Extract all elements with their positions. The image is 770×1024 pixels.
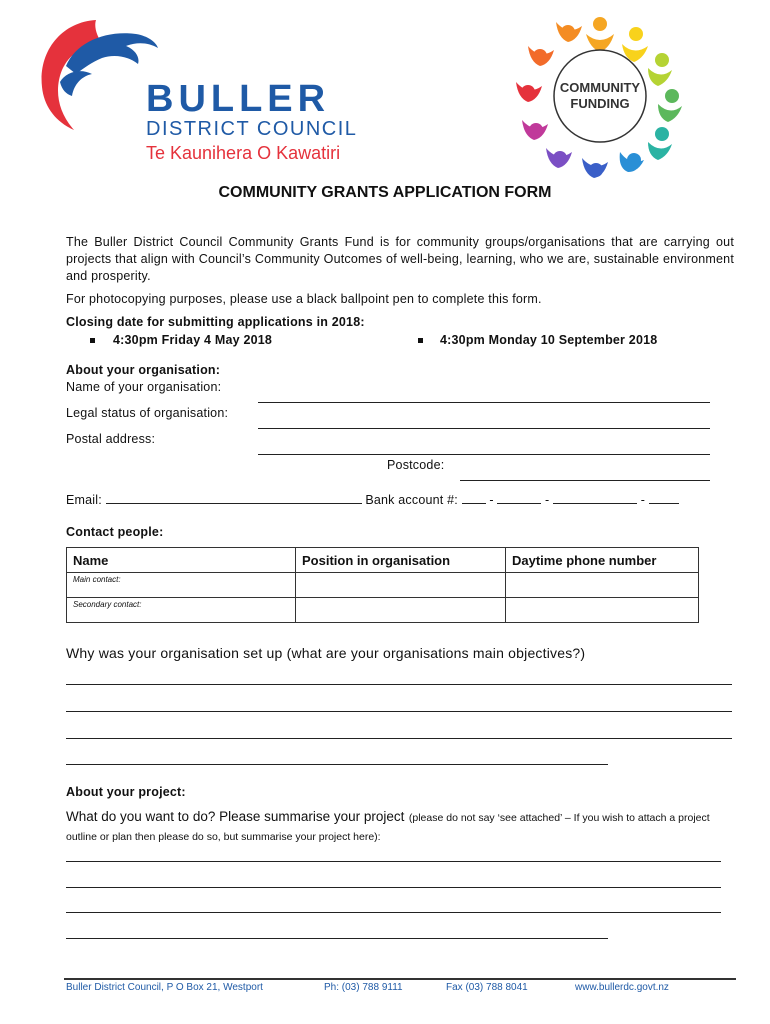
community-funding-logo xyxy=(515,8,685,178)
badge-line1: COMMUNITY xyxy=(559,80,641,95)
postcode-label: Postcode: xyxy=(387,458,445,472)
why-answer-line-4[interactable] xyxy=(66,764,608,765)
about-org-heading: About your organisation: xyxy=(66,363,221,377)
bullet-icon xyxy=(418,338,423,343)
org-subtitle: DISTRICT COUNCIL xyxy=(146,118,358,140)
project-question-main: What do you want to do? Please summarise your project xyxy=(66,809,405,824)
table-row xyxy=(67,573,699,598)
photocopy-note: For photocopying purposes, please use a black ballpoint pen to complete this form. xyxy=(66,292,542,306)
bullet-icon xyxy=(90,338,95,343)
closing-heading: Closing date for submitting applications in 2018: xyxy=(66,315,365,329)
col-name: Name xyxy=(67,548,296,573)
badge-line2: FUNDING xyxy=(570,96,630,111)
footer-website[interactable]: www.bullerdc.govt.nz xyxy=(575,982,669,993)
bank-field-4[interactable] xyxy=(649,491,679,504)
secondary-contact-phone-cell[interactable] xyxy=(506,598,699,623)
org-maori-name: Te Kaunihera O Kawatiri xyxy=(146,143,341,163)
table-row xyxy=(67,598,699,623)
form-title: COMMUNITY GRANTS APPLICATION FORM xyxy=(218,184,552,201)
bank-account-label: Bank account #: xyxy=(365,493,458,507)
email-label: Email: xyxy=(66,493,102,507)
intro-paragraph: The Buller District Council Community Grants Fund is for community groups/organisations that are carrying out projects that align with Council’s Community Outcomes of well-being, learning, who we are, sustainable environment and prosperity. xyxy=(66,235,734,283)
secondary-contact-position-cell[interactable] xyxy=(296,598,506,623)
buller-logo-swoosh xyxy=(36,12,161,137)
legal-status-field[interactable] xyxy=(258,428,710,429)
footer-divider xyxy=(64,978,736,980)
closing-date-1: 4:30pm Friday 4 May 2018 xyxy=(113,333,273,347)
org-name: BULLER xyxy=(146,78,331,120)
secondary-contact-label: Secondary contact: xyxy=(73,600,142,609)
bank-field-3[interactable] xyxy=(553,491,637,504)
bank-field-2[interactable] xyxy=(497,491,541,504)
main-contact-label: Main contact: xyxy=(73,575,121,584)
why-answer-line-3[interactable] xyxy=(66,738,732,739)
project-answer-line-4[interactable] xyxy=(66,938,608,939)
project-answer-line-2[interactable] xyxy=(66,887,721,888)
project-answer-line-3[interactable] xyxy=(66,912,721,913)
postal-address-label: Postal address: xyxy=(66,432,156,446)
main-contact-position-cell[interactable] xyxy=(296,573,506,598)
main-contact-phone-cell[interactable] xyxy=(506,573,699,598)
about-project-heading: About your project: xyxy=(66,785,186,799)
footer-fax: Fax (03) 788 8041 xyxy=(446,982,528,993)
project-question-note: (please do not say ‘see attached’ – If you wish to attach a project outline or plan then please do so, but summarise your project here): xyxy=(66,812,710,843)
table-header-row xyxy=(67,548,699,573)
main-contact-name-cell[interactable] xyxy=(67,573,296,598)
project-answer-line-1[interactable] xyxy=(66,861,721,862)
why-answer-line-1[interactable] xyxy=(66,684,732,685)
project-question xyxy=(66,808,734,846)
secondary-contact-name-cell[interactable] xyxy=(67,598,296,623)
postcode-field[interactable] xyxy=(460,480,710,481)
col-position: Position in organisation xyxy=(296,548,506,573)
org-name-field[interactable] xyxy=(258,402,710,403)
why-question: Why was your organisation set up (what are your organisations main objectives?) xyxy=(66,645,586,661)
bank-field-1[interactable] xyxy=(462,491,486,504)
col-phone: Daytime phone number xyxy=(506,548,699,573)
email-bank-row: Email: Bank account #: - - - xyxy=(66,491,679,507)
why-answer-line-2[interactable] xyxy=(66,711,732,712)
contact-heading: Contact people: xyxy=(66,525,164,539)
contacts-table xyxy=(66,547,699,623)
legal-status-label: Legal status of organisation: xyxy=(66,406,229,420)
footer-address: Buller District Council, P O Box 21, Westport xyxy=(66,982,263,993)
email-field[interactable] xyxy=(106,491,362,504)
org-name-label: Name of your organisation: xyxy=(66,380,222,394)
closing-date-2: 4:30pm Monday 10 September 2018 xyxy=(440,333,658,347)
postal-address-field[interactable] xyxy=(258,454,710,455)
footer-phone: Ph: (03) 788 9111 xyxy=(324,982,403,993)
